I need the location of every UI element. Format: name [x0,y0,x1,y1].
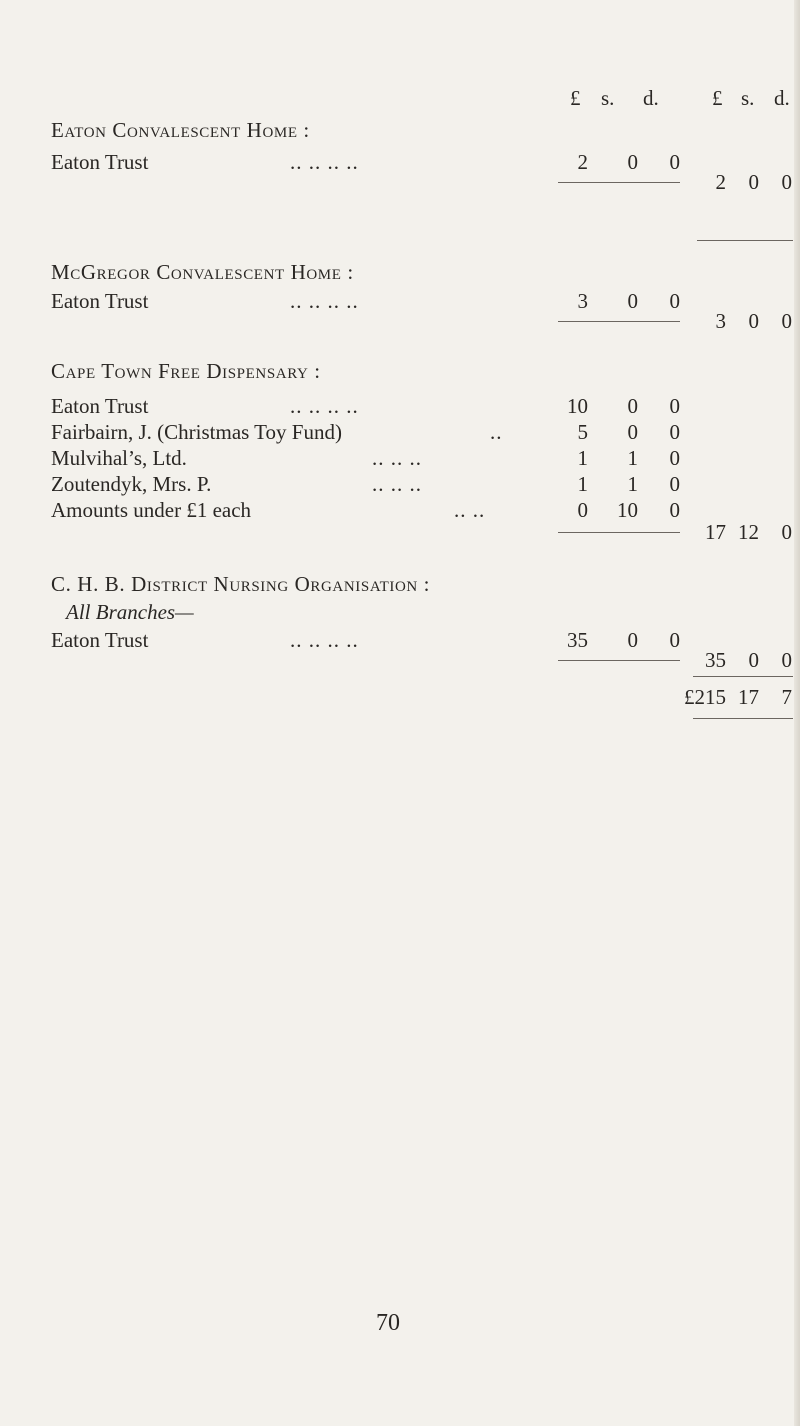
entry-pounds: 3 [577,289,588,313]
entry-leader: .. .. .. [372,472,422,496]
entry-pence: 0 [669,150,680,174]
entry-pence: 0 [669,394,680,418]
section-total-pence: 0 [781,170,792,194]
entry-name: Eaton Trust [51,628,149,652]
section-total-pounds: 17 [705,520,726,544]
section-total-shillings: 12 [738,520,759,544]
entry-shillings: 0 [627,420,638,444]
section-heading: Cape Town Free Dispensary : [51,359,321,383]
entry-leader: .. .. .. .. [290,628,359,652]
entry-shillings: 0 [627,394,638,418]
entry-pounds: 2 [577,150,588,174]
inner-pence-header: d. [643,86,659,110]
entry-shillings: 1 [627,446,638,470]
entry-leader: .. .. .. .. [290,394,359,418]
entry-name: Eaton Trust [51,289,149,313]
entry-pounds: 1 [577,472,588,496]
entry-name: Mulvihal’s, Ltd. [51,446,187,470]
entry-pounds: 1 [577,446,588,470]
grand-total-top-rule [693,676,793,677]
entry-pence: 0 [669,289,680,313]
section-total-pounds: 3 [715,309,726,333]
entry-shillings: 1 [627,472,638,496]
subtotal-rule [558,660,680,661]
section-total-shillings: 0 [748,309,759,333]
entry-pounds: 35 [567,628,588,652]
entry-leader: .. [490,420,503,444]
section-total-pence: 0 [781,648,792,672]
grand-total-pence: 7 [781,685,792,709]
section-heading: McGregor Convalescent Home : [51,260,354,284]
section-total-pounds: 35 [705,648,726,672]
entry-pence: 0 [669,472,680,496]
entry-leader: .. .. .. .. [290,150,359,174]
entry-shillings: 0 [627,289,638,313]
grand-total-pounds: £215 [684,685,726,709]
section-total-shillings: 0 [748,170,759,194]
subtotal-rule [558,321,680,322]
subtotal-rule [558,532,680,533]
entry-name: Zoutendyk, Mrs. P. [51,472,212,496]
entry-name: Eaton Trust [51,394,149,418]
entry-shillings: 0 [627,628,638,652]
outer-pound-header: £ [712,86,723,110]
entry-pence: 0 [669,420,680,444]
outer-shilling-header: s. [741,86,755,110]
entry-pence: 0 [669,446,680,470]
inner-pound-header: £ [570,86,581,110]
entry-name: Fairbairn, J. (Christmas Toy Fund) [51,420,342,444]
grand-total-bottom-rule [693,718,793,719]
section-subheading: All Branches— [66,600,194,624]
entry-leader: .. .. .. .. [290,289,359,313]
page-number: 70 [376,1310,400,1336]
entry-shillings: 0 [627,150,638,174]
entry-leader: .. .. .. [372,446,422,470]
entry-shillings: 10 [617,498,638,522]
section-total-shillings: 0 [748,648,759,672]
entry-pounds: 10 [567,394,588,418]
page-edge-shadow [794,0,800,1426]
entry-leader: .. .. [454,498,486,522]
inner-shilling-header: s. [601,86,615,110]
section-total-pence: 0 [781,309,792,333]
section-end-rule [697,240,793,241]
section-total-pounds: 2 [715,170,726,194]
outer-pence-header: d. [774,86,790,110]
entry-pounds: 5 [577,420,588,444]
subtotal-rule [558,182,680,183]
grand-total-shillings: 17 [738,685,759,709]
entry-pence: 0 [669,628,680,652]
section-total-pence: 0 [781,520,792,544]
entry-pounds: 0 [577,498,588,522]
entry-name: Eaton Trust [51,150,149,174]
section-heading: Eaton Convalescent Home : [51,118,310,142]
section-heading: C. H. B. District Nursing Organisation : [51,572,431,596]
entry-pence: 0 [669,498,680,522]
entry-name: Amounts under £1 each [51,498,252,522]
